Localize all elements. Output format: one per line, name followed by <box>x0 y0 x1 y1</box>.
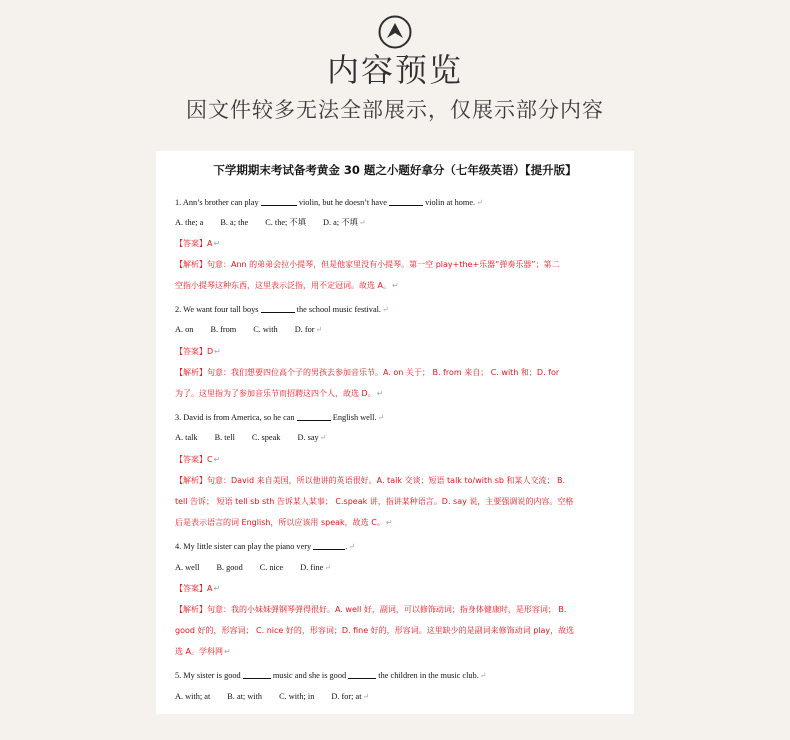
question-2-analysis: 为了。这里指为了参加音乐节而招聘这四个人，故选 D。↵ <box>175 389 384 398</box>
question-2-analysis: 【解析】句意：我们想要四位高个子的男孩去参加音乐节。A. on 关于； B. from 来自； C. with 和；D. for <box>175 368 560 377</box>
question-4-analysis: 选 A。学科网↵ <box>175 647 231 656</box>
question-1-answer: 【答案】A↵ <box>175 239 221 248</box>
chevron-up-circle-icon <box>377 14 413 50</box>
question-3-analysis: 【解析】句意：David 来自美国，所以他讲的英语很好。A. talk 交谈；短语 talk to/with sb 和某人交流； B. <box>175 476 566 485</box>
document-title: 下学期期末考试备考黄金 30 题之小题好拿分（七年级英语）【提升版】 <box>213 163 577 177</box>
question-3-options: A. talk B. tell C. speak D. say↵ <box>175 433 327 442</box>
question-4-analysis: 【解析】句意：我的小妹妹弹钢琴弹得很好。A. well 好，副词，可以修饰动词；指身体健康时，是形容词； B. <box>175 605 567 614</box>
page-subtitle: 因文件较多无法全部展示，仅展示部分内容 <box>186 98 604 122</box>
question-3-analysis: tell 告诉； 短语 tell sb sth 告诉某人某事； C.speak 讲，指讲某种语言。D. say 说，主要强调说的内容。空格 <box>175 497 574 506</box>
question-2-options: A. on B. from C. with D. for↵ <box>175 325 323 334</box>
document-preview <box>156 151 634 714</box>
question-4-analysis: good 好的，形容词； C. nice 好的，形容词；D. fine 好的，形容词。这里缺少的是副词来修饰动词 play，故选 <box>175 626 575 635</box>
question-1-analysis: 空指小提琴这种东西，这里表示泛指，用不定冠词。故选 A。↵ <box>175 281 399 290</box>
question-3: 3. David is from America, so he can English well.↵ <box>175 413 385 422</box>
question-3-answer: 【答案】C↵ <box>175 455 221 464</box>
question-4-answer: 【答案】A↵ <box>175 584 221 593</box>
question-4-options: A. well B. good C. nice D. fine↵ <box>175 563 331 572</box>
question-5-options: A. with; at B. at; with C. with; in D. for; at↵ <box>175 692 370 701</box>
question-2-answer: 【答案】D↵ <box>175 347 221 356</box>
page-title: 内容预览 <box>326 51 463 89</box>
question-2: 2. We want four tall boys the school music festival.↵ <box>175 305 389 314</box>
question-1-analysis: 【解析】句意：Ann 的弟弟会拉小提琴，但是他家里没有小提琴。第一空 play+the+乐器“弹奏乐器”；第二 <box>175 260 560 269</box>
question-1-options: A. the; a B. a; the C. the; 不填 D. a; 不填↵ <box>175 218 366 227</box>
question-4: 4. My little sister can play the piano very .↵ <box>175 542 356 551</box>
question-5: 5. My sister is good music and she is good the children in the music club.↵ <box>175 671 487 680</box>
question-1: 1. Ann’s brother can play violin, but he doesn’t have violin at home.↵ <box>175 198 483 207</box>
question-3-analysis: 后是表示语言的词 English，所以应该用 speak，故选 C。↵ <box>175 518 393 527</box>
